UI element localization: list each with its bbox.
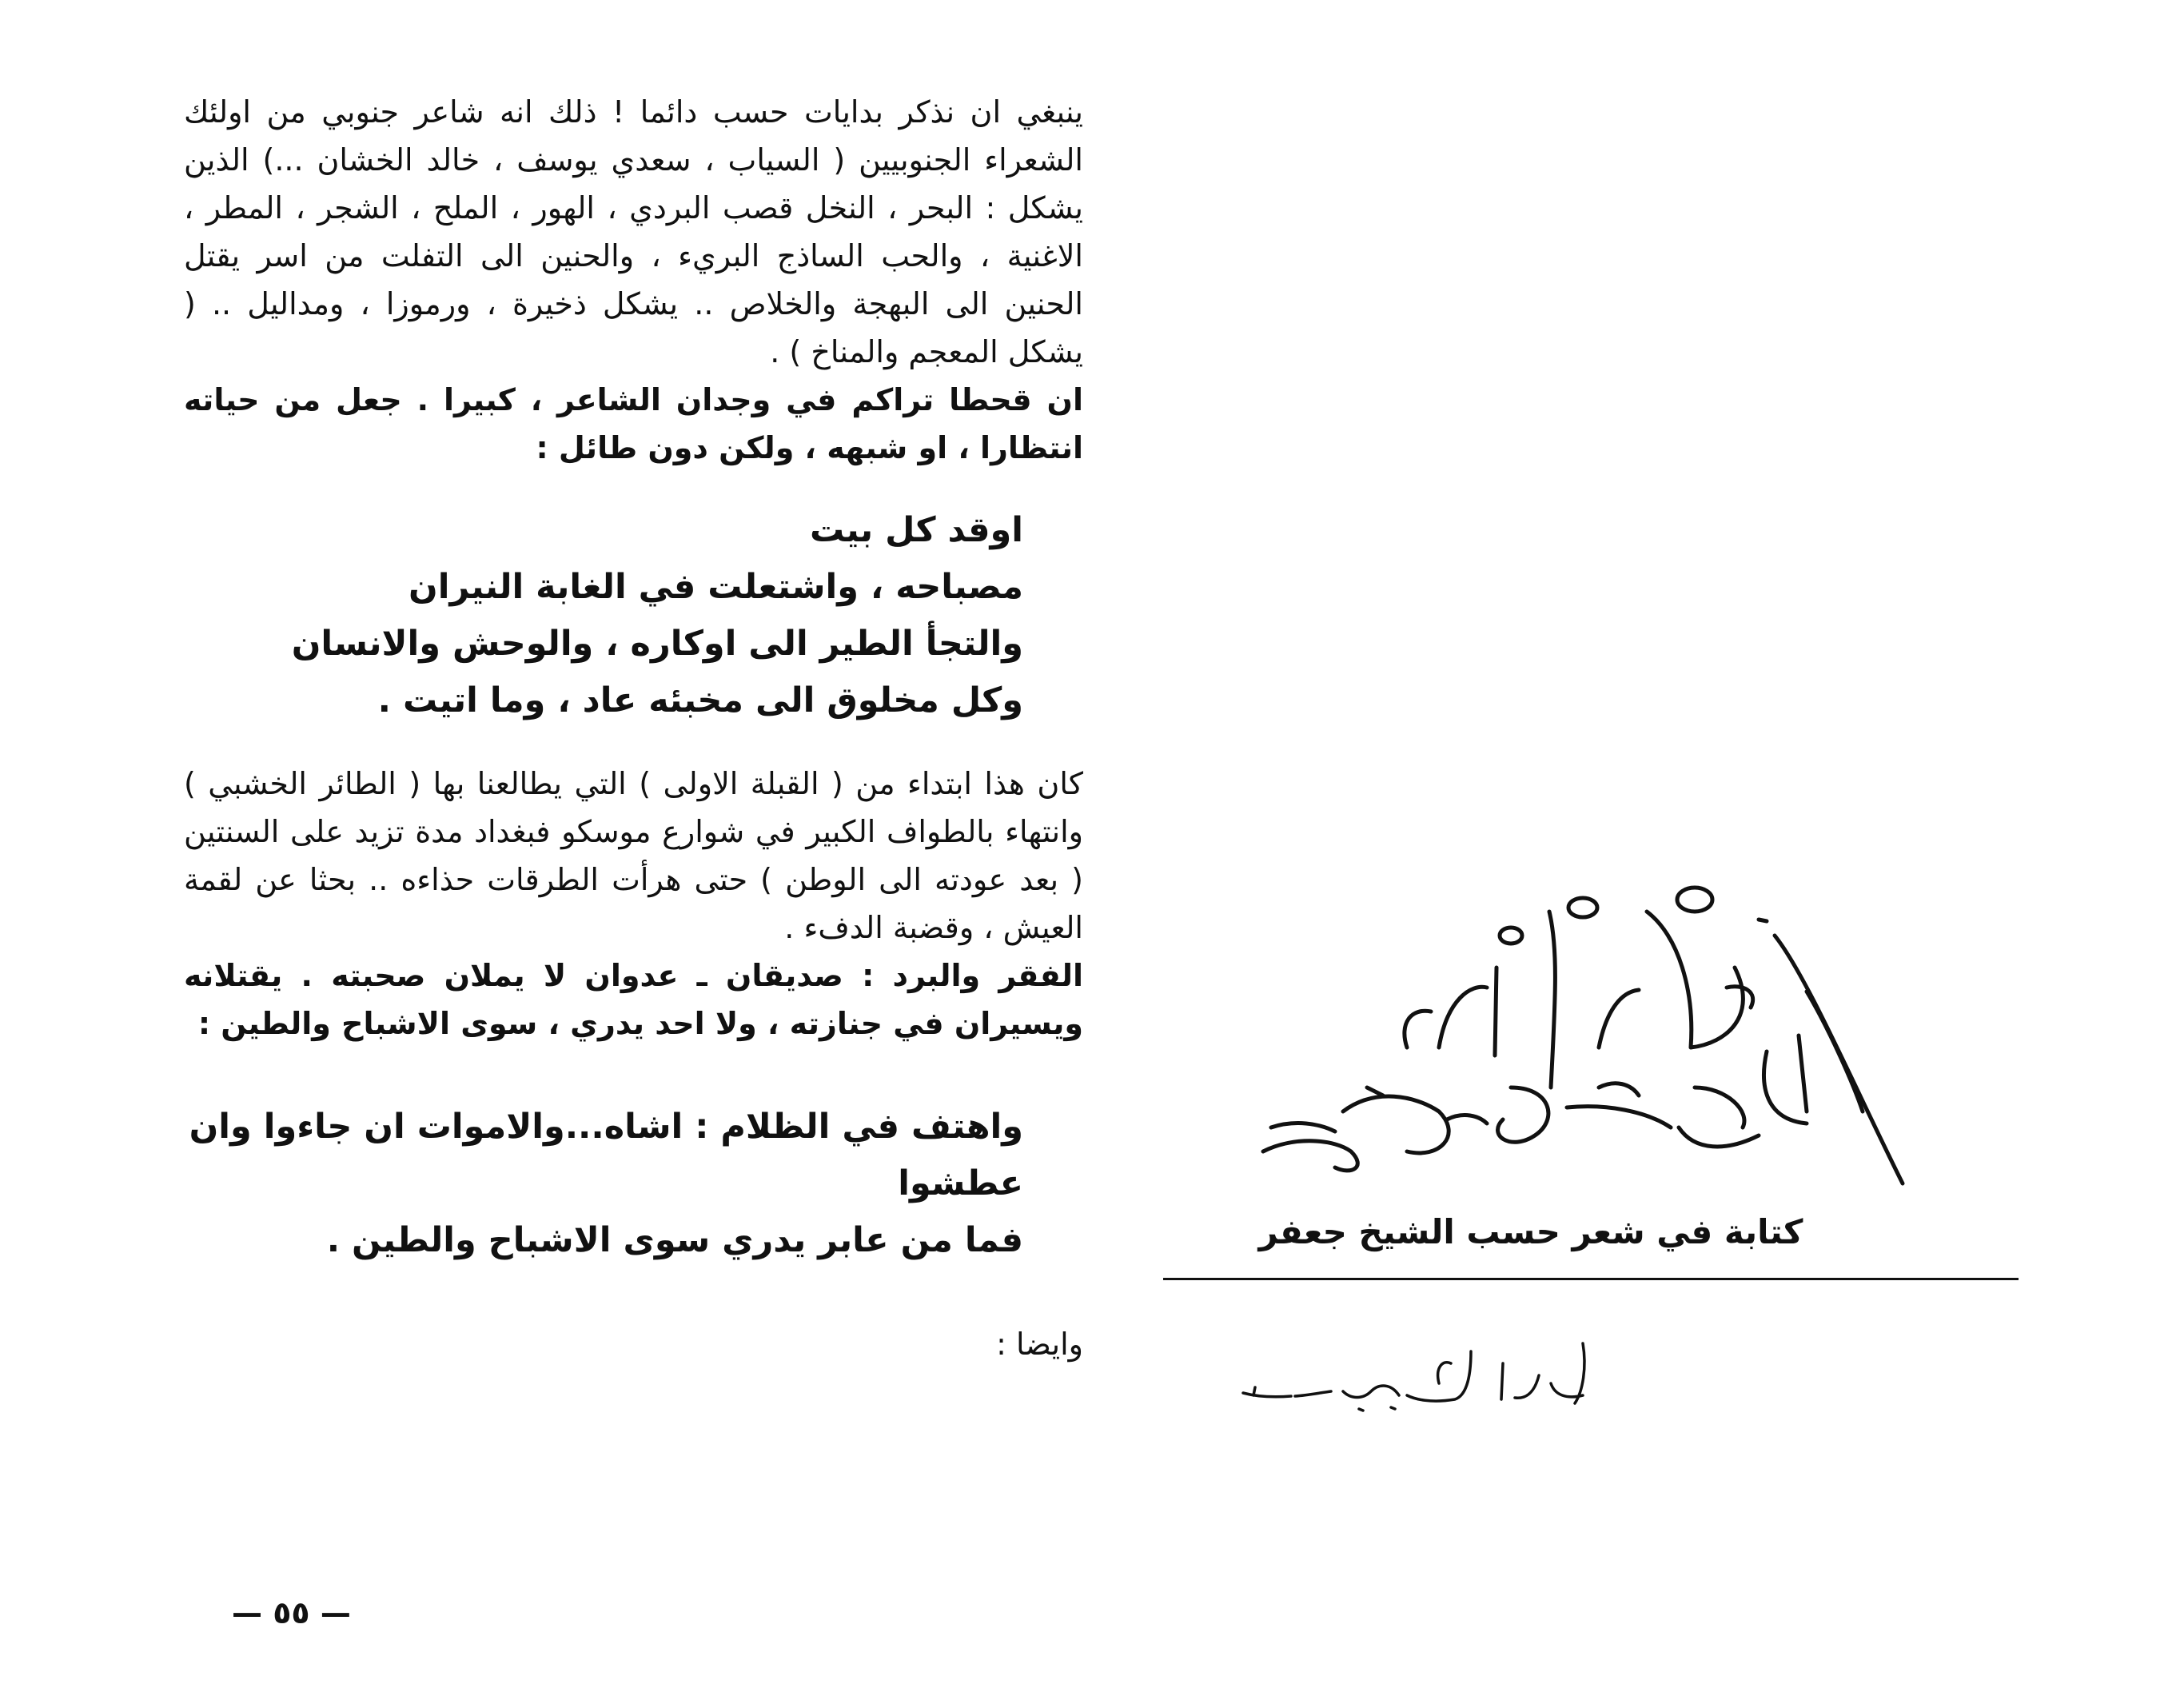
left-page <box>184 88 1083 1368</box>
verse-line: واهتف في الظلام : اشاه...والاموات ان جاءوا وان عطشوا <box>189 1107 1023 1203</box>
verse-block-2 <box>184 1099 1023 1269</box>
verse-line: وكل مخلوق الى مخبئه عاد ، وما اتيت . <box>377 680 1023 720</box>
paragraph: كان هذا ابتداء من ( القبلة الاولى ) التي يطالعنا بها ( الطائر الخشبي ) وانتهاء بالطواف الكبير في شوارع موسكو فبغداد مدة تزيد على السنتين ( بعد عودته الى الوطن ) حتى هرأت الطرقات حذاءه .. بحثا عن لقمة العيش ، وقضبة الدفء . <box>184 766 1083 945</box>
closing-line: وايضا : <box>996 1327 1083 1362</box>
paragraph: ان قحطا تراكم في وجدان الشاعر ، كبيرا . جعل من حياته انتظارا ، او شبهه ، ولكن دون طائل : <box>184 382 1083 465</box>
subtitle: كتابة في شعر حسب الشيخ جعفر <box>1258 1212 1803 1251</box>
verse-line: مصباحه ، واشتعلت في الغابة النيران <box>409 567 1023 607</box>
body-section <box>184 760 1083 1048</box>
intro-section <box>184 88 1083 472</box>
verse-line: اوقد كل بيت <box>809 510 1023 550</box>
paragraph: ينبغي ان نذكر بدايات حسب دائما ! ذلك انه شاعر جنوبي من اولئك الشعراء الجنوبيين ( السياب ، سعدي يوسف ، خالد الخشان ...) الذين يشكل : البحر ، النخل قصب البردي ، الهور ، الملح ، الشجر ، المطر ، الاغنية ، والحب الساذج البريء ، والحنين الى التفلت من اسر يقتل الحنين الى البهجة والخلاص .. يشكل ذخيرة ، ورموزا ، ومداليل .. ( يشكل المعجم والمناخ ) . <box>184 94 1083 369</box>
verse-line: والتجأ الطير الى اوكاره ، والوحش والانسان <box>291 624 1023 664</box>
page-number: — ٥٥ — <box>232 1595 351 1630</box>
divider-rule <box>1163 1278 2019 1280</box>
verse-block-1 <box>184 502 1023 729</box>
verse-line: فما من عابر يدري سوى الاشباح والطين . <box>326 1220 1023 1260</box>
author-signature <box>1231 1319 1599 1439</box>
paragraph: الفقر والبرد : صديقان ـ عدوان لا يملان صحبته . يقتلانه ويسيران في جنازته ، ولا احد يدري ، سوى الاشباح والطين : <box>184 958 1083 1041</box>
calligraphic-title <box>1247 848 1951 1223</box>
